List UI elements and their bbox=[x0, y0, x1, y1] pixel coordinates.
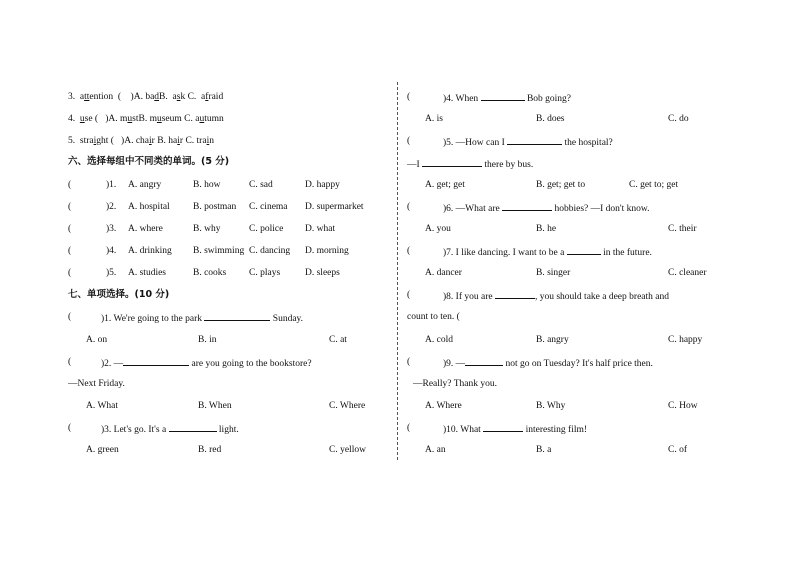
answer-blank bbox=[169, 422, 217, 432]
option-c: C. Where bbox=[329, 401, 366, 411]
option-b: B. When bbox=[198, 401, 232, 411]
option-a: A. dancer bbox=[425, 268, 462, 278]
option-c: C. their bbox=[668, 224, 697, 234]
section-7-heading: 七、单项选择。(10 分) bbox=[68, 289, 170, 300]
option-b: B. does bbox=[536, 114, 565, 124]
option-b: B. angry bbox=[536, 335, 569, 345]
option-b: B. a bbox=[536, 445, 552, 455]
option-a: A. is bbox=[425, 114, 443, 124]
phonics-question-5: 5. straight ( )A. chair B. hair C. train bbox=[68, 136, 214, 146]
answer-blank bbox=[483, 422, 523, 432]
choice-question-2: ( )2. — are you going to the bookstore? bbox=[68, 357, 312, 369]
answer-blank bbox=[123, 356, 189, 366]
option-c: C. of bbox=[668, 445, 687, 455]
question-continuation: count to ten. ( bbox=[407, 312, 460, 322]
answer-blank bbox=[495, 289, 535, 299]
choice-question-7: ( )7. I like dancing. I want to be a in the future. bbox=[407, 246, 652, 258]
option-a: A. cold bbox=[425, 335, 453, 345]
option-b: B. Why bbox=[536, 401, 566, 411]
option-c: C. do bbox=[668, 114, 689, 124]
odd-one-out-row-4: ( )4. A. drinking B. swimming C. dancing D. morning bbox=[68, 246, 349, 256]
phonics-question-3: 3. attention ( )A. badB. ask C. afraid bbox=[68, 92, 224, 102]
section-6-heading: 六、选择每组中不同类的单词。(5 分) bbox=[68, 156, 230, 167]
option-a: A. an bbox=[425, 445, 446, 455]
answer-line: —Next Friday. bbox=[68, 379, 125, 389]
choice-question-6: ( )6. —What are hobbies? —I don't know. bbox=[407, 202, 650, 214]
option-b: B. in bbox=[198, 335, 217, 345]
odd-one-out-row-3: ( )3. A. where B. why C. police D. what bbox=[68, 224, 336, 234]
answer-blank bbox=[481, 91, 525, 101]
odd-one-out-row-2: ( )2. A. hospital B. postman C. cinema D. supermarket bbox=[68, 202, 364, 212]
option-c: C. How bbox=[668, 401, 698, 411]
answer-blank bbox=[567, 245, 601, 255]
choice-question-3: ( )3. Let's go. It's a light. bbox=[68, 423, 239, 435]
option-b: B. singer bbox=[536, 268, 571, 278]
option-a: A. you bbox=[425, 224, 451, 234]
answer-blank bbox=[465, 356, 503, 366]
option-a: A. What bbox=[86, 401, 119, 411]
choice-question-1: ( )1. We're going to the park Sunday. bbox=[68, 312, 304, 324]
option-a: A. Where bbox=[425, 401, 462, 411]
option-c: C. get to; get bbox=[629, 180, 679, 190]
choice-question-5: ( )5. —How can I the hospital? bbox=[407, 136, 613, 148]
phonics-question-4: 4. use ( )A. mustB. museum C. autumn bbox=[68, 114, 224, 124]
option-c: C. yellow bbox=[329, 445, 366, 455]
option-a: A. get; get bbox=[425, 180, 465, 190]
option-b: B. he bbox=[536, 224, 557, 234]
answer-blank bbox=[502, 201, 552, 211]
option-a: A. on bbox=[86, 335, 108, 345]
option-c: C. at bbox=[329, 335, 347, 345]
odd-one-out-row-1: ( )1. A. angry B. how C. sad D. happy bbox=[68, 180, 340, 190]
column-divider bbox=[397, 82, 398, 460]
option-b: B. get; get to bbox=[536, 180, 586, 190]
option-a: A. green bbox=[86, 445, 119, 455]
option-c: C. cleaner bbox=[668, 268, 707, 278]
answer-line: —Really? Thank you. bbox=[413, 379, 497, 389]
choice-question-9: ( )9. — not go on Tuesday? It's half price then. bbox=[407, 357, 653, 369]
option-b: B. red bbox=[198, 445, 222, 455]
odd-one-out-row-5: ( )5. A. studies B. cooks C. plays D. sleeps bbox=[68, 268, 340, 278]
answer-blank bbox=[507, 135, 562, 145]
choice-question-4: ( )4. When Bob going? bbox=[407, 92, 572, 104]
option-c: C. happy bbox=[668, 335, 703, 345]
choice-question-8: ( )8. If you are , you should take a deep breath and bbox=[407, 290, 669, 302]
choice-question-10: ( )10. What interesting film! bbox=[407, 423, 588, 435]
answer-blank bbox=[204, 311, 270, 321]
answer-line: —I there by bus. bbox=[407, 157, 533, 171]
answer-blank bbox=[422, 157, 482, 167]
